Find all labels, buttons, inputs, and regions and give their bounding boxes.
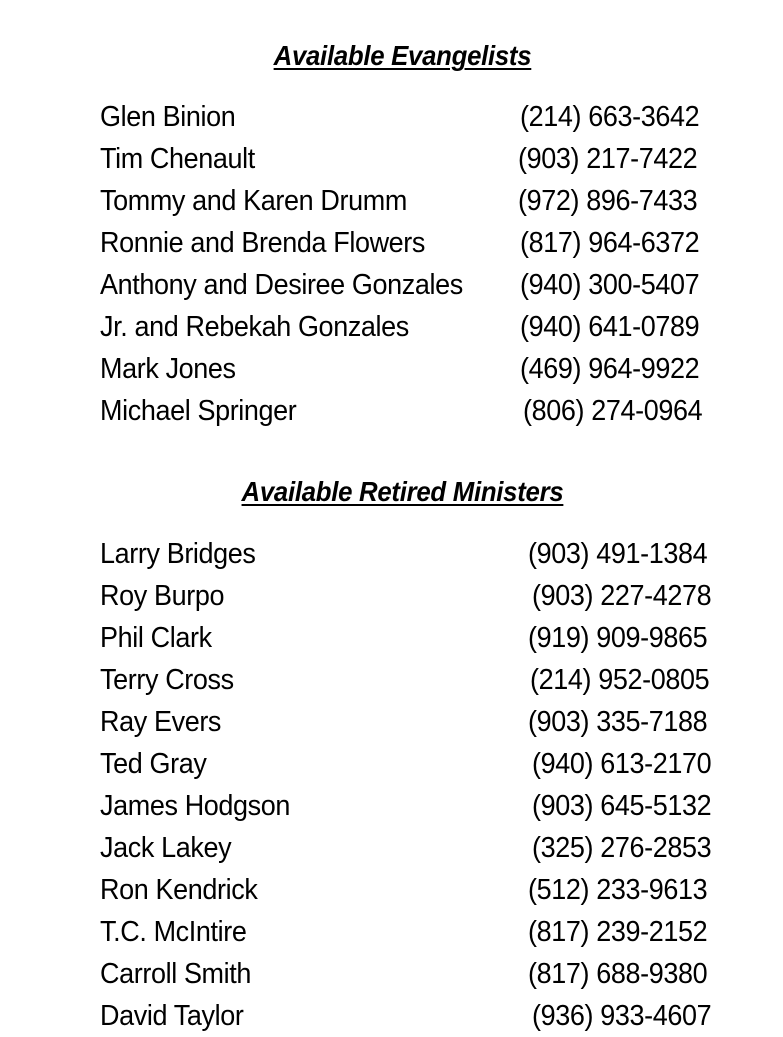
contact-name: Tommy and Karen Drumm xyxy=(100,185,407,217)
retired-minister-row xyxy=(100,953,730,995)
retired-ministers-heading: Available Retired Ministers xyxy=(241,476,564,507)
evangelist-row xyxy=(100,306,730,348)
contact-name: James Hodgson xyxy=(100,790,291,822)
evangelist-row xyxy=(100,222,730,264)
retired-minister-row xyxy=(100,617,730,659)
evangelists-heading: Available Evangelists xyxy=(273,40,532,71)
evangelist-row xyxy=(100,96,730,138)
contact-phone: (940) 300-5407 xyxy=(520,269,700,301)
contact-phone: (940) 641-0789 xyxy=(520,311,700,343)
contact-name: Michael Springer xyxy=(100,395,297,427)
contact-name: Mark Jones xyxy=(100,353,236,385)
contact-name: Glen Binion xyxy=(100,101,236,133)
evangelist-row xyxy=(100,390,730,432)
contact-name: Terry Cross xyxy=(100,664,234,696)
contact-phone: (469) 964-9922 xyxy=(520,353,700,385)
contact-name: Anthony and Desiree Gonzales xyxy=(100,269,463,301)
retired-minister-row xyxy=(100,785,730,827)
contact-phone: (903) 217-7422 xyxy=(518,143,698,175)
contact-phone: (325) 276-2853 xyxy=(532,832,712,864)
contact-name: Larry Bridges xyxy=(100,538,256,570)
contact-name: David Taylor xyxy=(100,1000,244,1032)
contact-phone: (817) 964-6372 xyxy=(520,227,700,259)
contact-phone: (806) 274-0964 xyxy=(523,395,703,427)
retired-minister-row xyxy=(100,701,730,743)
contact-phone: (512) 233-9613 xyxy=(528,874,708,906)
retired-minister-row xyxy=(100,869,730,911)
retired-ministers-list xyxy=(100,533,730,1037)
contact-phone: (903) 227-4278 xyxy=(532,580,712,612)
retired-minister-row xyxy=(100,659,730,701)
contact-phone: (817) 239-2152 xyxy=(528,916,708,948)
contact-name: Ronnie and Brenda Flowers xyxy=(100,227,426,259)
retired-minister-row xyxy=(100,911,730,953)
contact-phone: (214) 663-3642 xyxy=(520,101,700,133)
evangelist-row xyxy=(100,180,730,222)
retired-minister-row xyxy=(100,743,730,785)
contact-phone: (817) 688-9380 xyxy=(528,958,708,990)
contact-name: Jr. and Rebekah Gonzales xyxy=(100,311,409,343)
evangelist-row xyxy=(100,348,730,390)
contact-name: Ron Kendrick xyxy=(100,874,258,906)
retired-minister-row xyxy=(100,995,730,1037)
retired-minister-row xyxy=(100,575,730,617)
contact-name: Phil Clark xyxy=(100,622,212,654)
contact-name: Ray Evers xyxy=(100,706,222,738)
contact-name: Ted Gray xyxy=(100,748,207,780)
contact-phone: (903) 645-5132 xyxy=(532,790,712,822)
evangelist-row xyxy=(100,138,730,180)
contact-phone: (940) 613-2170 xyxy=(532,748,712,780)
contact-phone: (903) 335-7188 xyxy=(528,706,708,738)
contact-name: Jack Lakey xyxy=(100,832,232,864)
contact-phone: (972) 896-7433 xyxy=(518,185,698,217)
contact-phone: (919) 909-9865 xyxy=(528,622,708,654)
evangelists-list xyxy=(100,96,730,432)
contact-name: T.C. McIntire xyxy=(100,916,247,948)
contact-phone: (903) 491-1384 xyxy=(528,538,708,570)
evangelist-row xyxy=(100,264,730,306)
retired-minister-row xyxy=(100,533,730,575)
contact-phone: (936) 933-4607 xyxy=(532,1000,712,1032)
contact-name: Carroll Smith xyxy=(100,958,252,990)
retired-minister-row xyxy=(100,827,730,869)
contact-phone: (214) 952-0805 xyxy=(530,664,710,696)
contact-name: Tim Chenault xyxy=(100,143,255,175)
contact-name: Roy Burpo xyxy=(100,580,225,612)
